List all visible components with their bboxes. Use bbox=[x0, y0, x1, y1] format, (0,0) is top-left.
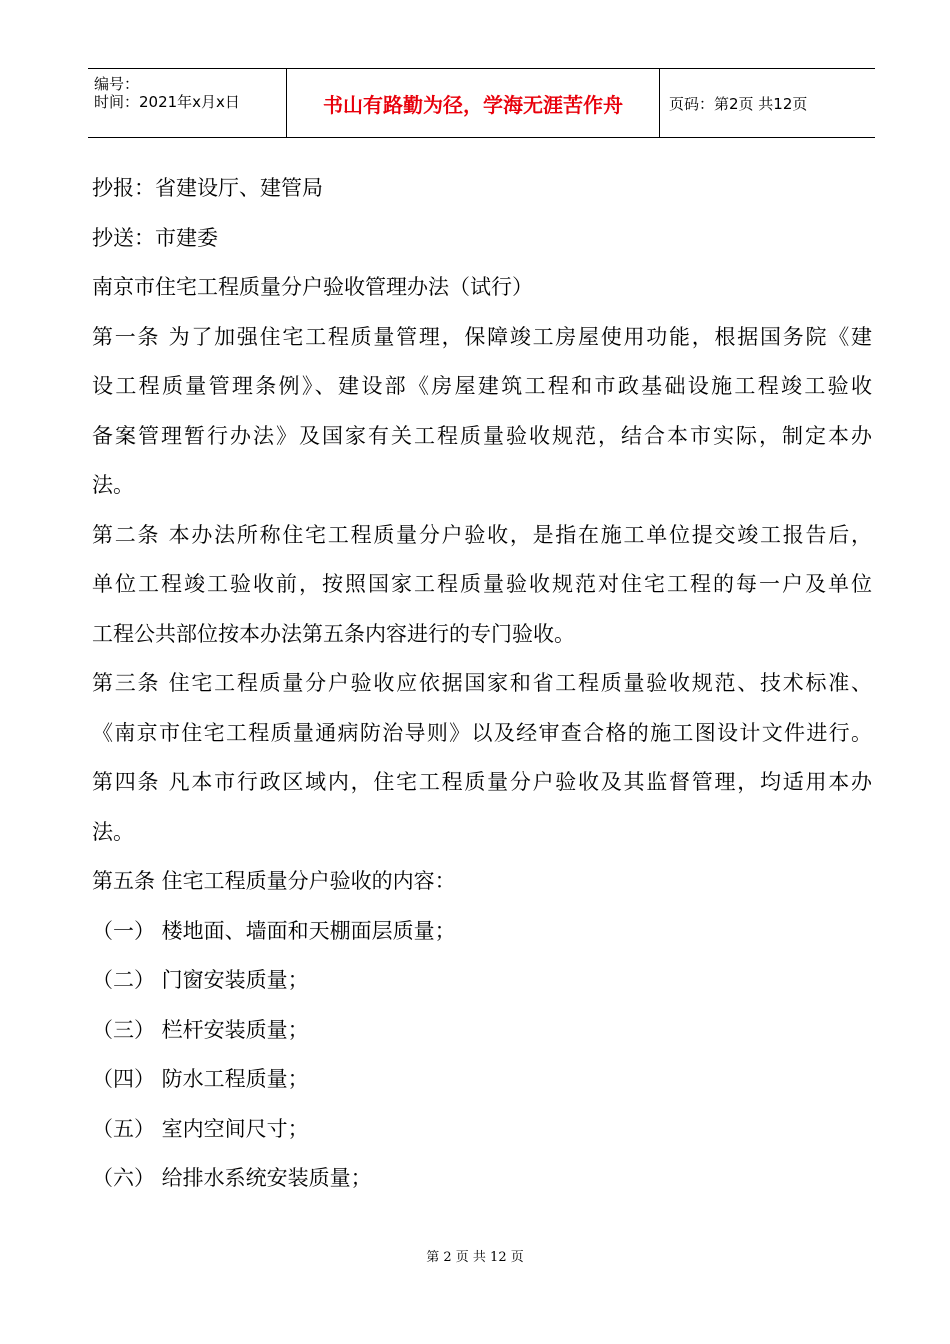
text-line: 法。 bbox=[92, 473, 134, 497]
header-meta bbox=[88, 69, 286, 137]
text-line: 第二条 本办法所称住宅工程质量分户验收，是指在施工单位提交竣工报告后， bbox=[92, 522, 872, 547]
text-line: 工程公共部位按本办法第五条内容进行的专门验收。 bbox=[92, 621, 575, 646]
document-number: 编号： bbox=[94, 75, 140, 93]
text-line: 法。 bbox=[92, 819, 134, 844]
text-line: 单位工程竣工验收前，按照国家工程质量验收规范对住宅工程的每一户及单位 bbox=[92, 572, 872, 596]
text-line: 备案管理暂行办法》及国家有关工程质量验收规范，结合本市实际，制定本办 bbox=[92, 423, 872, 448]
text-line: 抄报：省建设厅、建管局 bbox=[92, 176, 323, 200]
document-body bbox=[92, 164, 872, 1204]
text-line: 抄送：市建委 bbox=[92, 225, 218, 250]
text-line: 设工程质量管理条例》、建设部《房屋建筑工程和市政基础设施工程竣工验收 bbox=[92, 374, 872, 398]
text-line: 第四条 凡本市行政区域内，住宅工程质量分户验收及其监督管理，均适用本办 bbox=[92, 770, 872, 794]
list-item: （三） 栏杆安装质量； bbox=[92, 1017, 309, 1042]
text-line: 第五条 住宅工程质量分户验收的内容： bbox=[92, 869, 456, 893]
header-page-number: 页码：第2页 共12页 bbox=[669, 94, 808, 113]
list-item: （一） 楼地面、墙面和天棚面层质量； bbox=[92, 918, 456, 943]
text-line: 《南京市住宅工程质量通病防治导则》以及经审查合格的施工图设计文件进行。 bbox=[92, 720, 872, 745]
list-item: （六） 给排水系统安装质量； bbox=[92, 1166, 372, 1190]
header-motto: 书山有路勤为径，学海无涯苦作舟 bbox=[286, 69, 660, 137]
page-header bbox=[88, 68, 875, 138]
document-title: 南京市住宅工程质量分户验收管理办法（试行） bbox=[92, 275, 533, 299]
text-line: 第一条 为了加强住宅工程质量管理，保障竣工房屋使用功能，根据国务院《建 bbox=[92, 324, 872, 349]
list-item: （四） 防水工程质量； bbox=[92, 1067, 309, 1091]
text-line: 第三条 住宅工程质量分户验收应依据国家和省工程质量验收规范、技术标准、 bbox=[92, 671, 872, 695]
document-time: 时间：2021年x月x日 bbox=[94, 93, 240, 111]
list-item: （五） 室内空间尺寸； bbox=[92, 1116, 309, 1141]
list-item: （二） 门窗安装质量； bbox=[92, 968, 309, 992]
page-footer: 第 2 页 共 12 页 bbox=[426, 1250, 524, 1265]
